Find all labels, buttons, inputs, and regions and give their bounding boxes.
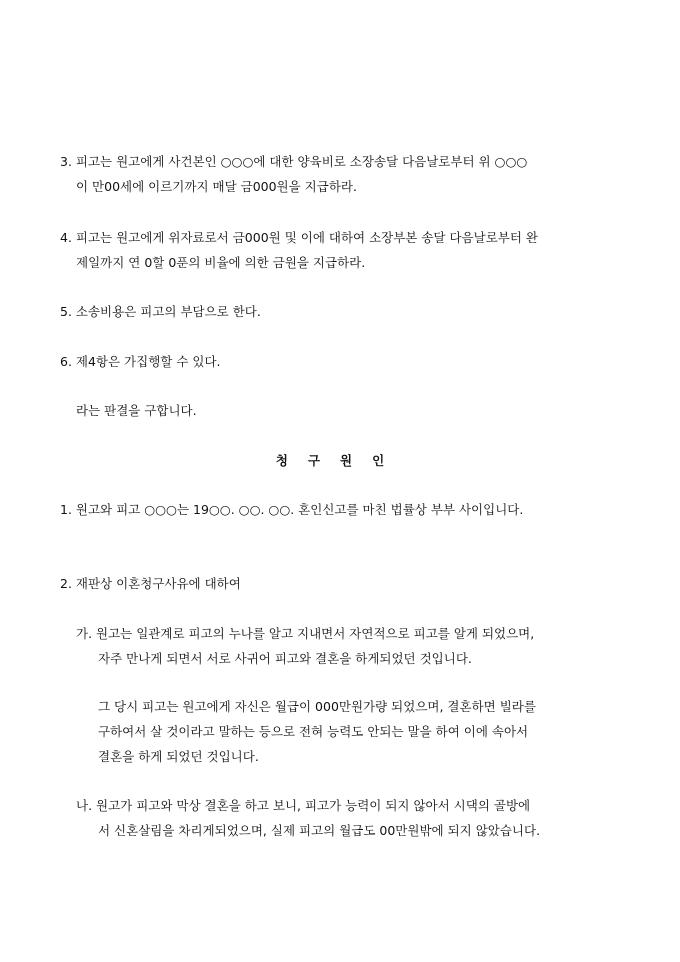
- cause-item-2: 2. 재판상 이혼청구사유에 대하여: [60, 576, 241, 591]
- section-title: 청구원인: [275, 453, 405, 468]
- subitem-ga-line-2: 자주 만나게 되면서 서로 사귀어 피고와 결혼을 하게되었던 것입니다.: [98, 651, 472, 666]
- claim-item-4-line-1: 4. 피고는 원고에게 위자료로서 금000원 및 이에 대하여 소장부본 송달 다음날로부터 완: [60, 230, 538, 245]
- claim-item-3-line-2: 이 만00세에 이르기까지 매달 금000원을 지급하라.: [76, 179, 357, 194]
- subitem-ga-line-1: 가. 원고는 일관계로 피고의 누나를 알고 지내면서 자연적으로 피고를 알게 되었으며,: [76, 626, 535, 641]
- cause-item-1: 1. 원고와 피고 ○○○는 19○○. ○○. ○○. 혼인신고를 마친 법률상 부부 사이입니다.: [60, 502, 524, 517]
- claim-item-3-line-1: 3. 피고는 원고에게 사건본인 ○○○에 대한 양육비로 소장송달 다음날로부터 위 ○○○: [60, 154, 528, 169]
- subitem-na-line-1: 나. 원고가 피고와 막상 결혼을 하고 보니, 피고가 능력이 되지 않아서 시댁의 골방에: [76, 798, 531, 813]
- subitem-na-line-2: 서 신혼살림을 차리게되었으며, 실제 피고의 월급도 00만원밖에 되지 않았습니다.: [98, 823, 541, 838]
- claim-item-4-line-2: 제일까지 연 0할 0푼의 비율에 의한 금원을 지급하라.: [76, 255, 366, 270]
- subitem-ga-para2-line-2: 구하여서 살 것이라고 말하는 등으로 전혀 능력도 안되는 말을 하여 이에 속아서: [98, 724, 529, 739]
- closing-statement: 라는 판결을 구합니다.: [76, 403, 197, 418]
- subitem-ga-para2-line-1: 그 당시 피고는 원고에게 자신은 월급이 000만원가량 되었으며, 결혼하면 빌라를: [98, 699, 536, 714]
- claim-item-6: 6. 제4항은 가집행할 수 있다.: [60, 354, 221, 369]
- claim-item-5: 5. 소송비용은 피고의 부담으로 한다.: [60, 304, 261, 319]
- subitem-ga-para2-line-3: 결혼을 하게 되었던 것입니다.: [98, 749, 259, 764]
